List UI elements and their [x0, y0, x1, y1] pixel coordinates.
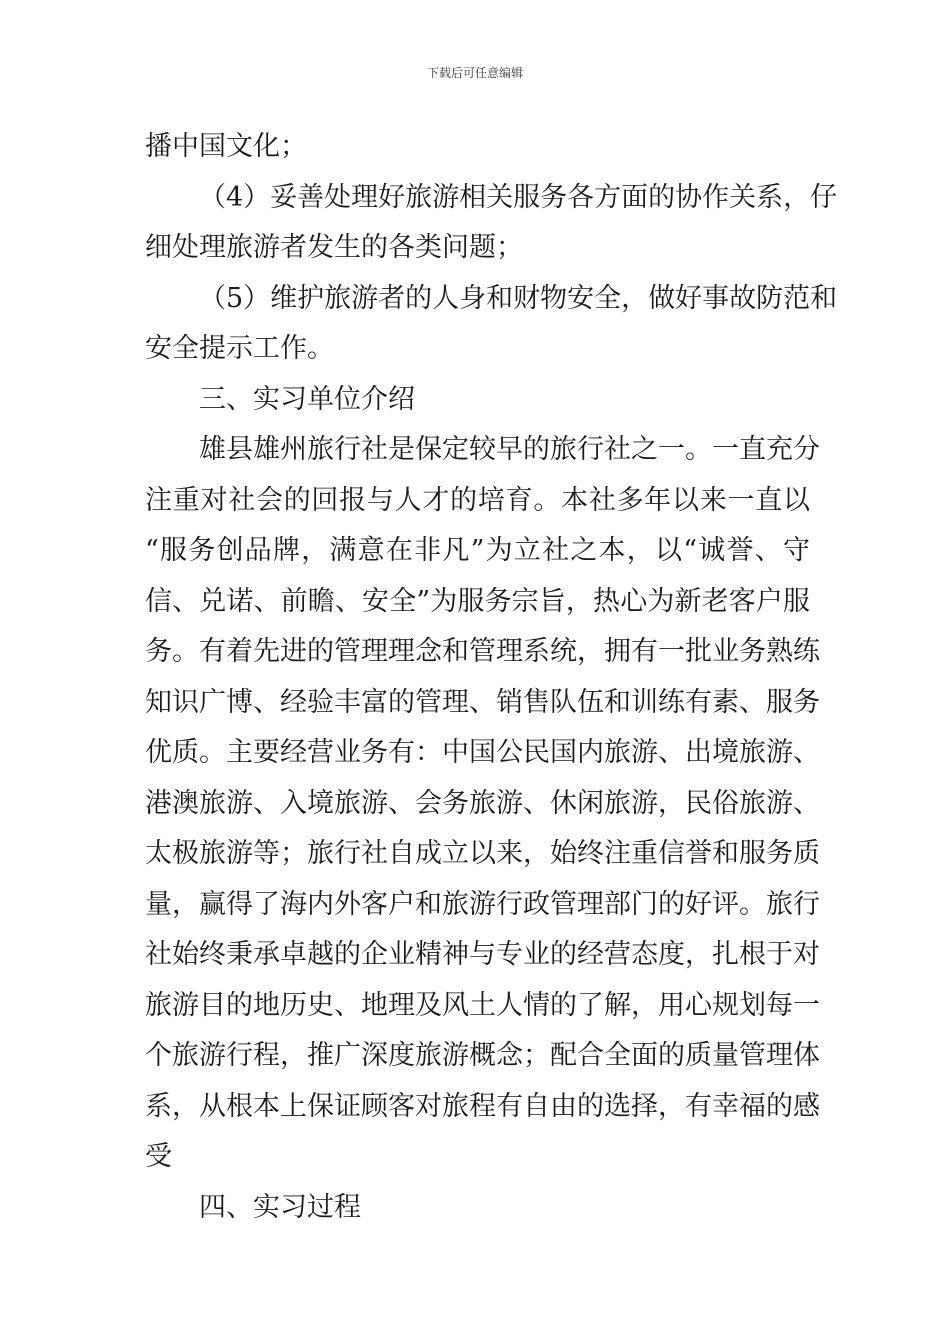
- text-line: 量，赢得了海内外客户和旅游行政管理部门的好评。旅行: [145, 888, 820, 920]
- text-line: 受: [145, 1141, 172, 1172]
- text-line: 细处理旅游者发生的各类问题；: [145, 232, 523, 263]
- text-line: （4）妥善处理好旅游相关服务各方面的协作关系，仔: [199, 181, 838, 213]
- text-line: 个旅游行程，推广深度旅游概念；配合全面的质量管理体: [145, 1040, 820, 1071]
- text-line: 太极旅游等；旅行社自成立以来，始终注重信誉和服务质: [145, 838, 820, 869]
- text-line: 系，从根本上保证顾客对旅程有自由的选择，有幸福的感: [145, 1090, 820, 1122]
- text-line: 安全提示工作。: [145, 333, 334, 364]
- text-line: 优质。主要经营业务有：中国公民国内旅游、出境旅游、: [145, 737, 820, 768]
- document-body: [145, 122, 838, 1233]
- text-line: 注重对社会的回报与人才的培育。本社多年以来一直以: [145, 484, 810, 516]
- text-line: 三、实习单位介绍: [199, 383, 415, 415]
- text-line: （5）维护旅游者的人身和财物安全，做好事故防范和: [199, 282, 838, 314]
- text-line: 旅游目的地历史、地理及风土人情的了解，用心规划每一: [145, 989, 820, 1021]
- page-header: 下载后可任意编辑: [426, 66, 523, 80]
- text-line: 知识广博、经验丰富的管理、销售队伍和训练有素、服务: [145, 686, 820, 718]
- text-line: 社始终秉承卓越的企业精神与专业的经营态度，扎根于对: [145, 939, 820, 970]
- text-line: 四、实习过程: [199, 1191, 361, 1223]
- text-line: 港澳旅游、入境旅游、会务旅游、休闲旅游，民俗旅游、: [145, 787, 820, 819]
- text-line: 播中国文化；: [145, 131, 307, 162]
- text-line: 务。有着先进的管理理念和管理系统，拥有一批业务熟练: [145, 636, 820, 667]
- text-line: 雄县雄州旅行社是保定较早的旅行社之一。一直充分: [199, 434, 820, 465]
- text-line: “服务创品牌，满意在非凡”为立社之本，以“诚誉、守: [145, 535, 810, 566]
- text-line: 信、兑诺、前瞻、安全”为服务宗旨，热心为新老客户服: [145, 585, 810, 617]
